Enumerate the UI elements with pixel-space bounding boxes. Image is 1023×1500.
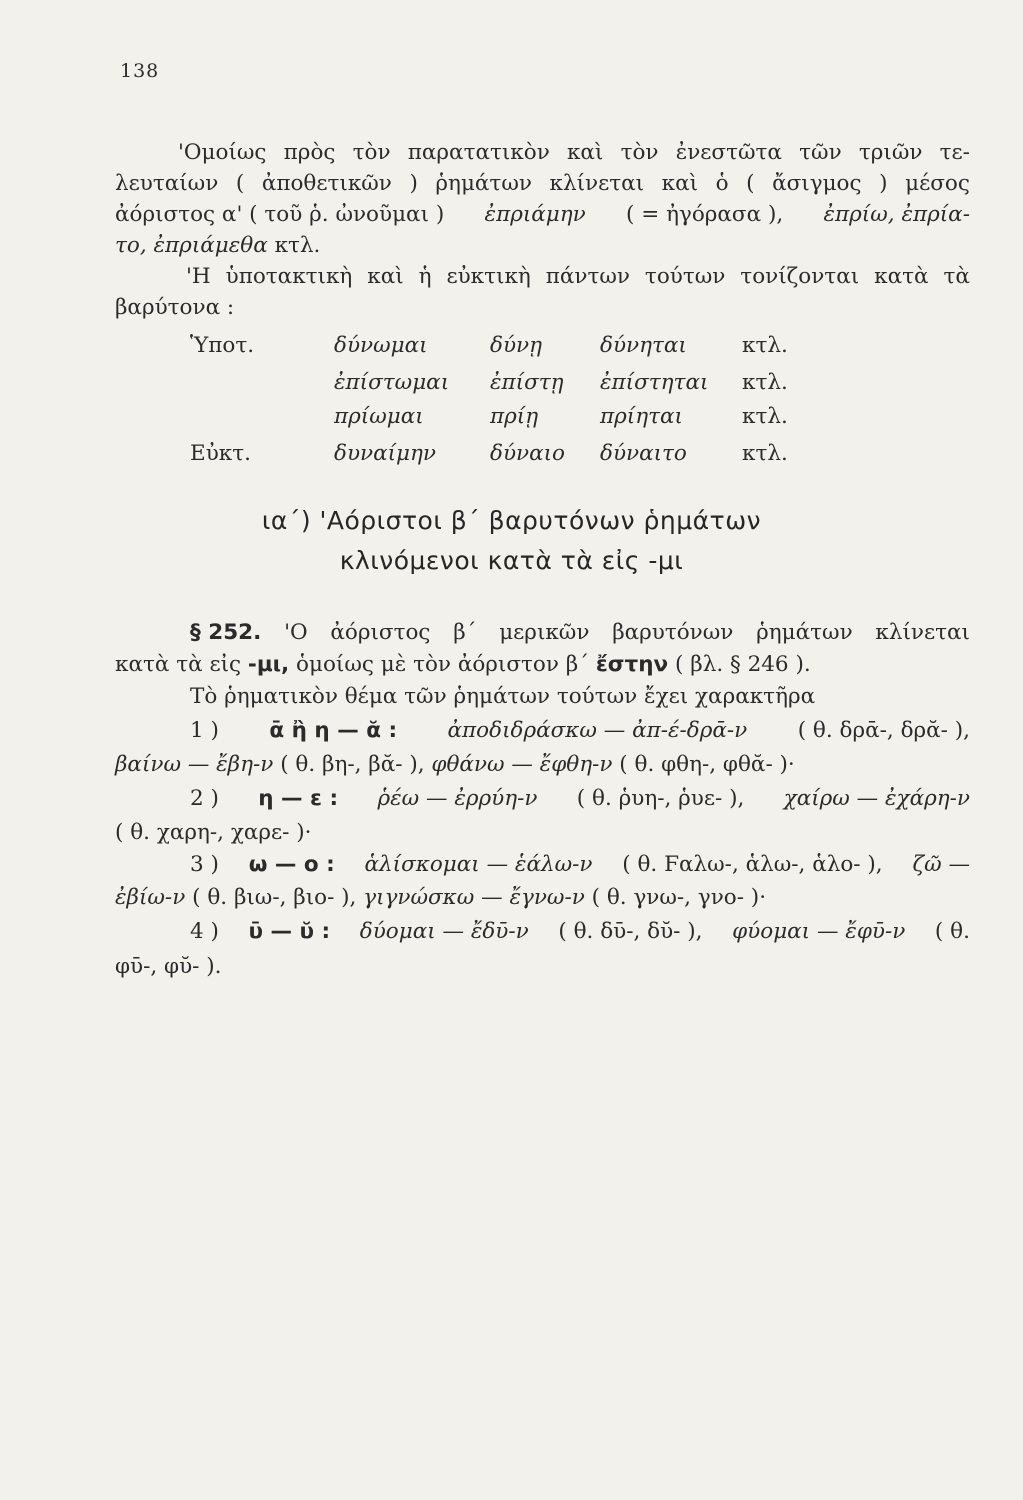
table-cell: δύναιτο: [600, 441, 687, 466]
section-heading-line-2: κλινόμενοι κατὰ τὰ εἰς -μι: [339, 546, 684, 575]
item-3-line-1: 3 ) ω — ο : ἁλίσκομαι — ἑάλω-ν ( θ. Ϝαλω-, ἁλω-, ἁλο- ), ζῶ —: [190, 852, 970, 877]
item-2-line-2: ( θ. χαρη-, χαρε- )·: [115, 820, 312, 845]
paragraph-2-line-1: 'Η ὑποτακτικὴ καὶ ἡ εὐκτικὴ πάντων τούτων τονίζονται κατὰ τὰ: [186, 264, 970, 289]
paragraph-1-line-2: λευταίων ( ἀποθετικῶν ) ῥημάτων κλίνεται καὶ ὁ ( ἄσιγμος ) μέσος: [115, 171, 970, 196]
paragraph-1-line-3: ἀόριστος α' ( τοῦ ῥ. ὠνοῦμαι ) ἐπριάμην ( = ἠγόρασα ), ἐπρίω, ἐπρία-: [115, 202, 970, 227]
section-252-line-1: § 252. 'Ο ἀόριστος β΄ μερικῶν βαρυτόνων ῥημάτων κλίνεται: [190, 618, 970, 648]
table-cell: κτλ.: [742, 370, 788, 395]
table-cell: ἐπίστῃ: [490, 370, 564, 395]
table-cell: κτλ.: [742, 333, 788, 358]
item-4-line-2: φῡ-, φῠ- ).: [115, 954, 222, 979]
item-1-line-1: 1 ) ᾱ ἢ η — ᾰ : ἀποδιδράσκω — ἀπ-έ-δρᾱ-ν ( θ. δρᾱ-, δρᾰ- ),: [190, 718, 970, 743]
paragraph-2-line-2: βαρύτονα :: [115, 295, 235, 320]
section-number: § 252.: [190, 620, 262, 645]
table-cell: δύνωμαι: [334, 333, 428, 358]
section-heading-line-1: ια΄) 'Αόριστοι β΄ βαρυτόνων ῥημάτων: [261, 506, 762, 535]
item-4-line-1: 4 ) ῡ — ῠ : δύομαι — ἔδῡ-ν ( θ. δῡ-, δῠ- ), φύομαι — ἔφῡ-ν ( θ.: [190, 919, 970, 944]
table-cell: δύνηται: [600, 333, 687, 358]
table-cell: πρίωμαι: [334, 404, 424, 429]
section-252-line-2: κατὰ τὰ εἰς -μι, ὁμοίως μὲ τὸν ἀόριστον β΄ ἔστην ( βλ. § 246 ).: [115, 652, 811, 677]
paragraph-1-line-1: 'Ομοίως πρὸς τὸν παρατατικὸν καὶ τὸν ἐνεστῶτα τῶν τριῶν τε-: [178, 140, 970, 165]
item-2-line-1: 2 ) η — ε : ῥέω — ἐρρύη-ν ( θ. ῥυη-, ῥυε- ), χαίρω — ἐχάρη-ν: [190, 786, 970, 811]
table-cell: δύναιο: [490, 441, 565, 466]
paragraph-1-line-4: το, ἐπριάμεθα κτλ.: [115, 233, 321, 258]
table-cell: κτλ.: [742, 441, 788, 466]
table-cell: πρίηται: [600, 404, 683, 429]
table-cell: πρίῃ: [490, 404, 539, 429]
table-cell: ἐπίστηται: [600, 370, 709, 395]
table-cell: δυναίμην: [334, 441, 436, 466]
page-number: 138: [120, 60, 160, 82]
item-3-line-2: ἐβίω-ν ( θ. βιω-, βιο- ), γιγνώσκω — ἔγνω-ν ( θ. γνω-, γνο- )·: [115, 885, 767, 910]
item-1-line-2: βαίνω — ἔβη-ν ( θ. βη-, βᾰ- ), φθάνω — ἔφθη-ν ( θ. φθη-, φθᾰ- )·: [115, 752, 795, 777]
table-cell: ἐπίστωμαι: [334, 370, 450, 395]
table-cell: δύνῃ: [490, 333, 542, 358]
optative-label: Εὐκτ.: [190, 441, 251, 466]
table-cell: κτλ.: [742, 404, 788, 429]
section-252-line-3: Τὸ ῥηματικὸν θέμα τῶν ῥημάτων τούτων ἔχει χαρακτῆρα: [190, 684, 816, 709]
subjunctive-label: Ὑποτ.: [190, 333, 255, 358]
